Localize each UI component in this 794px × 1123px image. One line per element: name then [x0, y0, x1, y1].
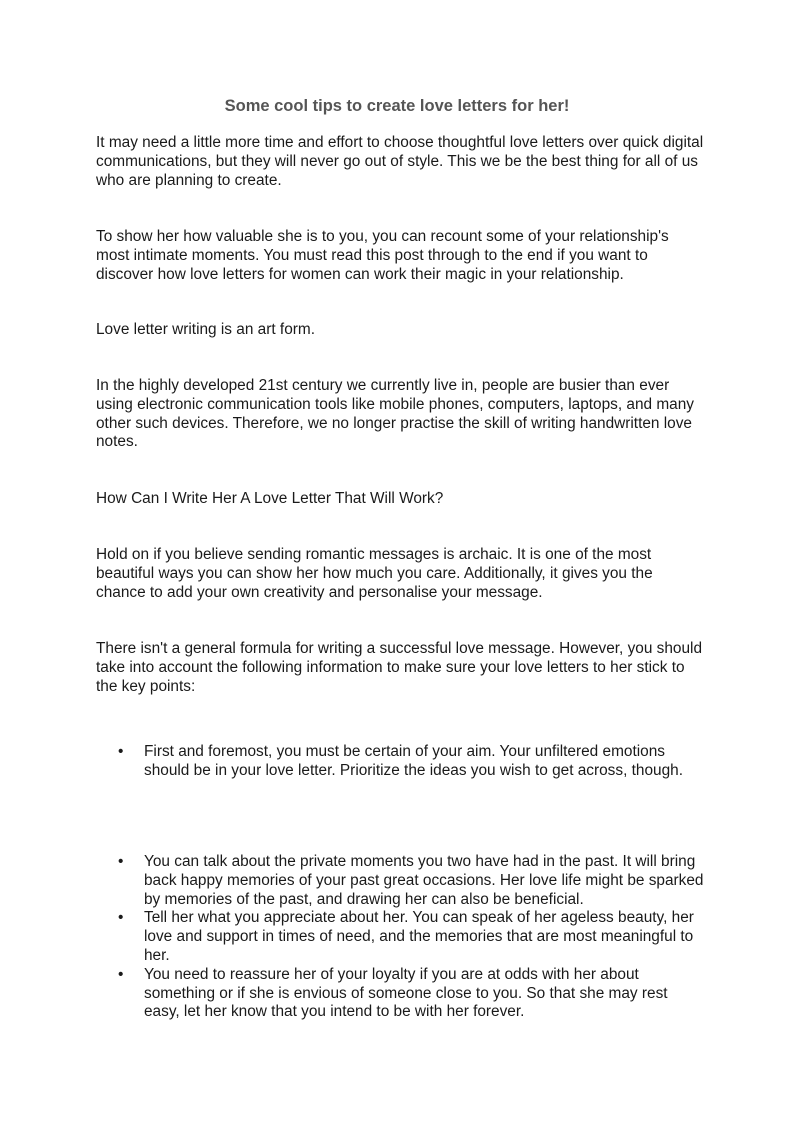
paragraph-value: To show her how valuable she is to you, you can recount some of your relationship's most intimate moments. You must read this post through to the end if you want to discover how love letters for women can work their magic in your relationship. — [96, 228, 669, 283]
list-item-text: You can talk about the private moments you two have had in the past. It will bring back happy memories of your past great occasions. Her love life might be sparked by memories of the past, and drawing her can also be beneficial. — [144, 853, 704, 908]
list-item-text: First and foremost, you must be certain of your aim. Your unfiltered emotions should be in your love letter. Prioritize the ideas you wish to get across, though. — [144, 743, 683, 779]
paragraph-art-form: Love letter writing is an art form. — [96, 321, 315, 338]
list-item-text: You need to reassure her of your loyalty if you are at odds with her about something or if she is envious of someone close to you. So that she may rest easy, let her know that you intend to be with her forever. — [144, 965, 668, 1021]
list-item — [96, 909, 706, 965]
paragraph-intro: It may need a little more time and effort to choose thoughtful love letters over quick digital communications, but they will never go out of style. This we be the best thing for all of us who are planning to create. — [96, 134, 704, 189]
list-item — [96, 853, 706, 909]
paragraph-formula: There isn't a general formula for writing a successful love message. However, you should take into account the following information to make sure your love letters to her stick to the key points: — [96, 640, 703, 695]
paragraph-hold-on: Hold on if you believe sending romantic messages is archaic. It is one of the most beautiful ways you can show her how much you care. Additionally, it gives you the chance to add your own creativity and personalise your message. — [96, 546, 653, 601]
subheading-how-to-write: How Can I Write Her A Love Letter That Will Work? — [96, 490, 444, 507]
list-item — [96, 966, 706, 1022]
bullet-icon: • — [118, 965, 124, 983]
bullet-list-first — [96, 743, 706, 781]
list-item — [96, 743, 706, 781]
list-item-text: Tell her what you appreciate about her. You can speak of her ageless beauty, her love and support in times of need, and the memories that are most meaningful to her. — [144, 909, 694, 964]
bullet-icon: • — [118, 743, 124, 760]
paragraph-21st-century: In the highly developed 21st century we currently live in, people are busier than ever using electronic communication tools like mobile phones, computers, laptops, and many other such devices. Therefore, we no longer practise the skill of writing handwritten love notes. — [96, 377, 694, 451]
bullet-icon: • — [118, 853, 124, 870]
bullet-icon: • — [118, 909, 124, 927]
bullet-list-second — [96, 853, 706, 1022]
page-title: Some cool tips to create love letters for her! — [224, 97, 570, 115]
